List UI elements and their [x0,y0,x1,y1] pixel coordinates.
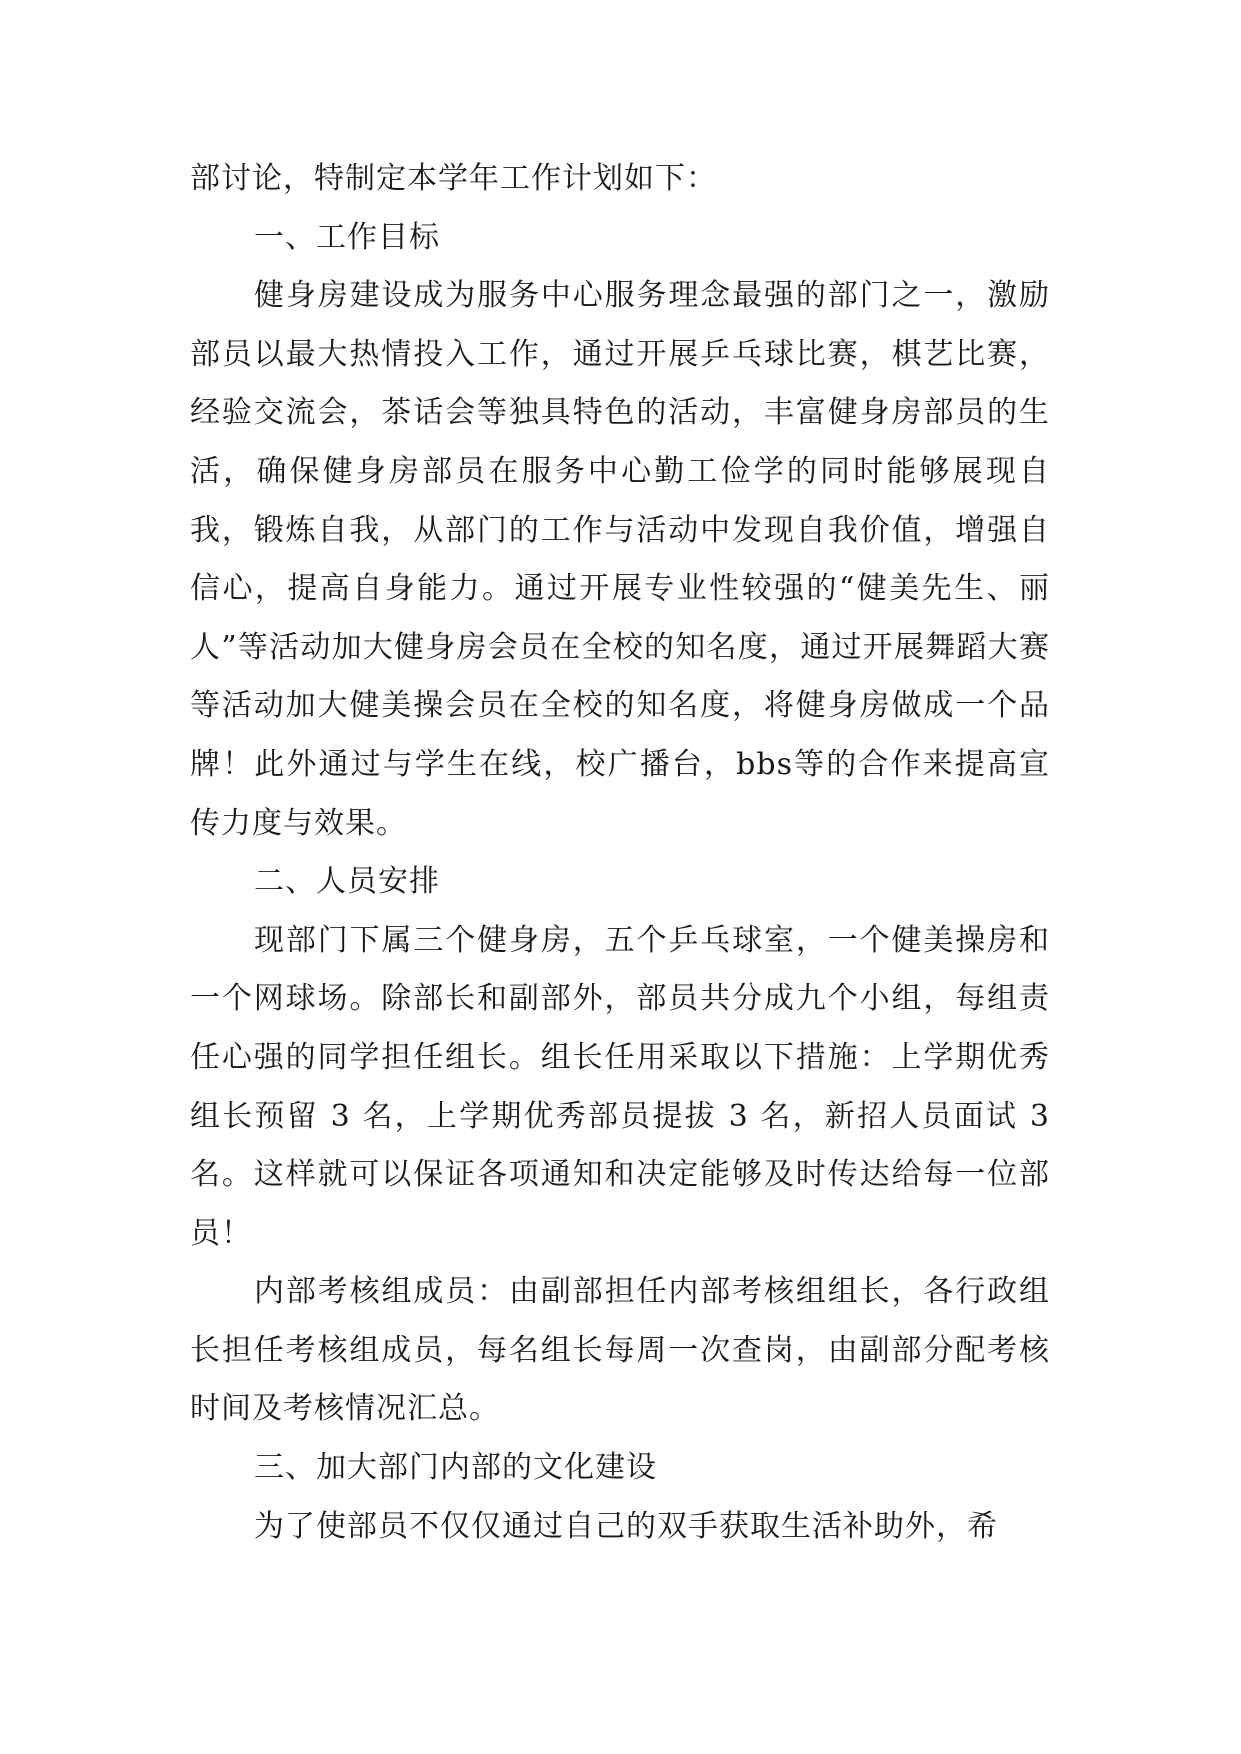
paragraph-staff-arrangement: 现部门下属三个健身房，五个乒乓球室，一个健美操房和一个网球场。除部长和副部外，部员共分成九个小组，每组责任心强的同学担任组长。组长任用采取以下措施：上学期优秀组长预留 3 名，上学期优秀部员提拔 3 名，新招人员面试 3 名。这样就可以保证各项通知和决定能够及时传达给每一位部员！ [190,922,1050,1251]
document-page [190,150,1050,1556]
heading-staff-arrangement: 二、人员安排 [254,864,440,900]
paragraph-intro-continuation: 部讨论，特制定本学年工作计划如下： [190,161,717,196]
paragraph-internal-assessment: 内部考核组成员：由副部担任内部考核组组长，各行政组长担任考核组成员，每名组长每周一次查岗，由副部分配考核时间及考核情况汇总。 [190,1274,1050,1427]
paragraph-culture-building: 为了使部员不仅仅通过自己的双手获取生活补助外，希 [254,1508,998,1544]
paragraph-work-goals: 健身房建设成为服务中心服务理念最强的部门之一，激励部员以最大热情投入工作，通过开展乒乓球比赛，棋艺比赛，经验交流会，茶话会等独具特色的活动，丰富健身房部员的生活，确保健身房部员在服务中心勤工俭学的同时能够展现自我，锻炼自我，从部门的工作与活动中发现自我价值，增强自信心，提高自身能力。通过开展专业性较强的“健美先生、丽人”等活动加大健身房会员在全校的知名度，通过开展舞蹈大赛等活动加大健美操会员在全校的知名度，将健身房做成一个品牌！此外通过与学生在线，校广播台，bbs等的合作来提高宣传力度与效果。 [190,278,1050,841]
heading-culture-building: 三、加大部门内部的文化建设 [254,1450,657,1486]
heading-work-goals: 一、工作目标 [254,219,440,255]
